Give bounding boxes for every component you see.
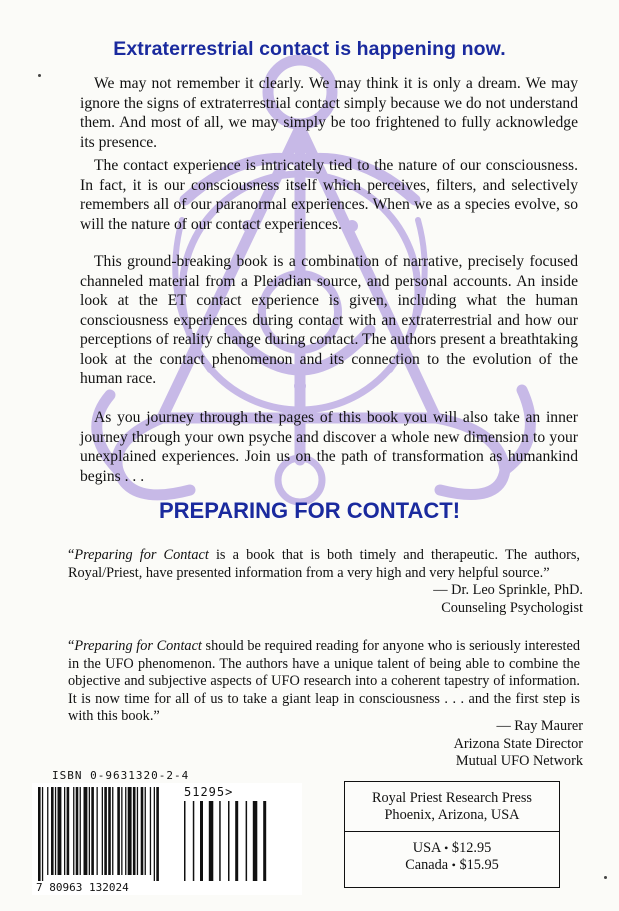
paragraph-1: We may not remember it clearly. We may think it is only a dream. We may ignore the signs of extraterrestrial contact simply because we do not understand them. And most of all, we may simply be too frightened to fully acknowledge its presence.	[80, 75, 578, 151]
barcode-bar	[108, 787, 111, 875]
headline: Extraterrestrial contact is happening now.	[113, 38, 506, 60]
barcode-addon-digits: 51295>	[184, 785, 234, 799]
book-title-italic: Preparing for Contact	[74, 638, 202, 654]
barcode-bar	[104, 787, 107, 875]
barcode-bar	[73, 787, 74, 875]
barcode-bar	[76, 787, 79, 875]
barcode-bar	[145, 787, 146, 875]
barcode-addon-bar	[200, 801, 203, 881]
barcode-bar	[91, 787, 94, 875]
book-title-italic: Preparing for Contact	[74, 547, 209, 563]
testimonial-2-attribution: — Ray Maurer Arizona State Director Mutual UFO Network	[453, 718, 583, 769]
barcode-bar	[58, 787, 62, 875]
barcode-addon-bar	[184, 801, 186, 881]
barcode-addon-bar	[253, 801, 257, 881]
speck	[604, 876, 607, 879]
barcode-addon-bar	[228, 801, 230, 881]
barcode-bar	[64, 787, 65, 875]
speck	[38, 74, 41, 77]
testimonial-2: “Preparing for Contact should be required reading for anyone who is seriously interested in the UFO phenomenon. The authors have a unique talent of being able to combine the objective and subjective aspects of UFO research into a coherent tapestry of information. It is now time for all of us to take a giant leap in consciousness . . . and the first step is with this book.”	[68, 638, 580, 724]
divider	[345, 831, 559, 832]
barcode-bar	[125, 787, 126, 875]
publisher-price-box	[344, 781, 560, 888]
barcode-bar	[84, 787, 88, 875]
barcode-addon-bar	[193, 801, 195, 881]
barcode-addon-bar	[235, 801, 238, 881]
barcode-addon-bar	[209, 801, 214, 881]
barcode-icon	[32, 783, 302, 895]
barcode-bar	[55, 787, 56, 875]
barcode-bar	[89, 787, 90, 875]
barcode-bar	[133, 787, 136, 875]
barcode-bar	[97, 787, 98, 875]
barcode-bar	[42, 787, 43, 881]
price-canada: Canada • $15.95	[405, 857, 499, 873]
barcode-bar	[154, 787, 155, 881]
barcode-bar	[102, 787, 103, 875]
testimonial-1-attribution: — Dr. Leo Sprinkle, PhD. Counseling Psychologist	[433, 582, 583, 616]
barcode-bar	[80, 787, 81, 875]
paragraph-3: This ground-breaking book is a combination of narrative, precisely focused channeled material from a Pleiadian source, and personal accounts. An inside look at the ET contact experience is given, including what the human consciousness experiences during contact with an extraterrestrial and how our perceptions of reality change during contact. The authors present a breathtaking look at the contact phenomenon and its connection to the evolution of the human race.	[80, 253, 578, 387]
barcode-addon-bar	[219, 801, 221, 881]
barcode-bar	[47, 787, 48, 875]
testimonial-1: “Preparing for Contact is a book that is both timely and therapeutic. The authors, Royal/Priest, have presented information from a very high and very helpful source.”	[68, 547, 580, 581]
paragraph-2: The contact experience is intricately tied to the nature of our consciousness. In fact, it is our consciousness itself which perceives, filters, and selectively remembers all of our paranormal experiences. When we as a species evolve, so will the nature of our contact experiences.	[80, 157, 578, 233]
price-usa: USA • $12.95	[412, 840, 492, 856]
barcode-bar	[121, 787, 122, 875]
barcode-bar	[156, 787, 159, 881]
barcode-bar	[128, 787, 132, 875]
barcode-digits: 7 80963 132024	[36, 881, 129, 894]
barcode-bar	[137, 787, 138, 875]
barcode-bar	[112, 787, 113, 875]
barcode-bar	[38, 787, 41, 881]
barcode-bar	[141, 787, 144, 875]
barcode-bar	[150, 787, 151, 875]
barcode-bar	[117, 787, 120, 875]
paragraph-4: As you journey through the pages of this book you will also take an inner journey through your own psyche and discover a whole new dimension to your unexplained experiences. Join us on the path of transformation as humankind begins . . .	[80, 409, 578, 485]
publisher-location: Phoenix, Arizona, USA	[384, 807, 520, 823]
publisher-name: Royal Priest Research Press	[371, 790, 533, 806]
barcode-addon-bar	[263, 801, 266, 881]
barcode-bar	[67, 787, 70, 875]
book-title: PREPARING FOR CONTACT!	[158, 498, 461, 523]
barcode-bar	[51, 787, 54, 875]
barcode-addon-bar	[246, 801, 248, 881]
isbn-label: ISBN 0-9631320-2-4	[52, 769, 190, 782]
